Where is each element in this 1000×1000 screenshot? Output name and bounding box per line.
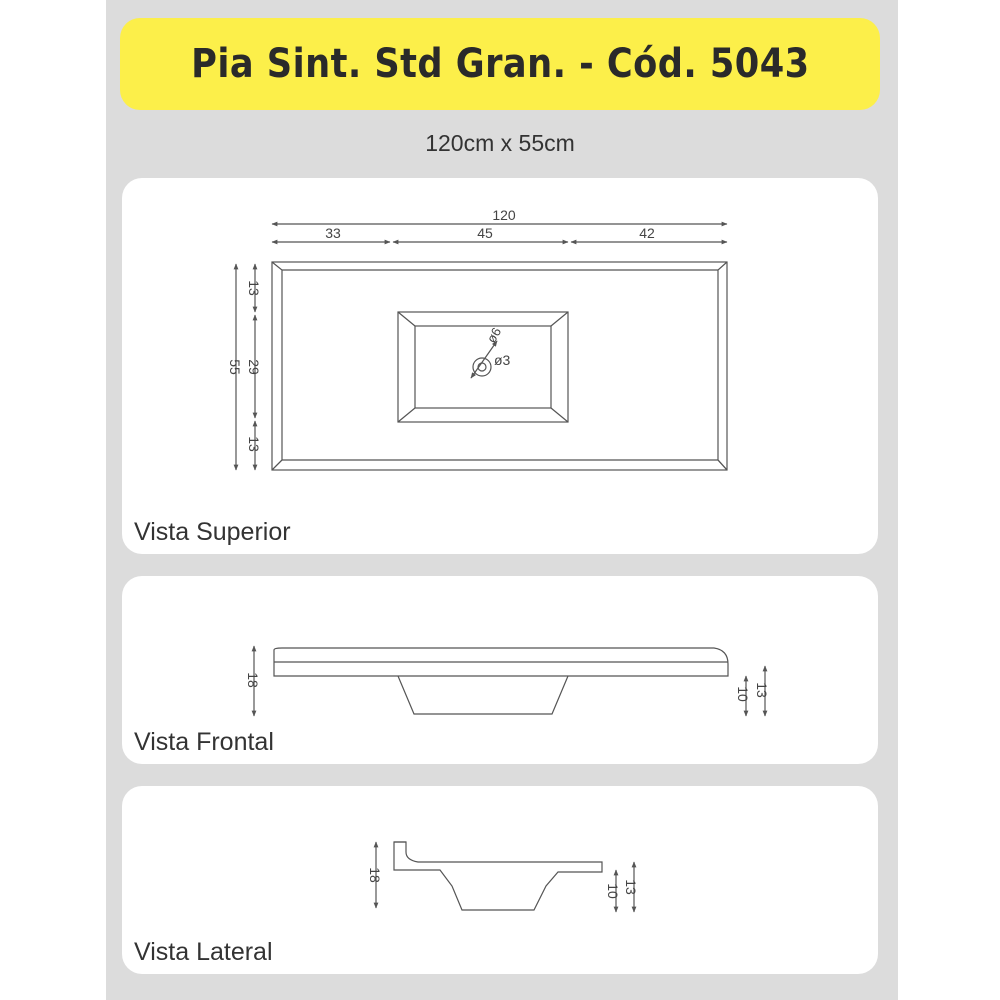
top-view-panel <box>122 178 878 554</box>
front-height-label: 18 <box>245 672 261 688</box>
front-view-label: Vista Frontal <box>134 728 274 756</box>
product-title: Pia Sint. Std Gran. - Cód. 5043 <box>190 41 810 87</box>
side-profile <box>394 842 602 910</box>
bowl-outer <box>398 312 568 422</box>
mid-segment-label: 45 <box>477 225 493 241</box>
drain-outer-circle <box>473 358 491 376</box>
drain-outer-label: ø6 <box>483 324 505 346</box>
right-edge-bevel <box>718 262 727 470</box>
front-bowl-depth-a-label: 10 <box>735 686 751 702</box>
side-bowl-depth-a-label: 10 <box>605 883 621 899</box>
side-height-label: 18 <box>367 867 383 883</box>
depth-top-label: 13 <box>246 280 262 296</box>
drain-inner-label: ø3 <box>494 352 511 368</box>
top-view-label: Vista Superior <box>134 518 291 546</box>
front-bowl-depth-b-label: 13 <box>754 682 770 698</box>
left-edge-bevel <box>272 262 282 470</box>
product-dimensions: 120cm x 55cm <box>425 130 575 156</box>
front-view-panel <box>122 576 878 764</box>
top-view-drawing <box>122 178 878 554</box>
side-bowl-depth-b-label: 13 <box>623 879 639 895</box>
title-banner <box>120 18 880 110</box>
width-label: 120 <box>492 207 516 223</box>
depth-mid-label: 29 <box>246 359 262 375</box>
left-segment-label: 33 <box>325 225 341 241</box>
depth-bottom-label: 13 <box>246 436 262 452</box>
front-bowl <box>398 676 568 714</box>
right-segment-label: 42 <box>639 225 655 241</box>
front-edge-bevel <box>272 460 727 470</box>
depth-label: 55 <box>227 359 243 375</box>
side-view-label: Vista Lateral <box>134 938 273 966</box>
side-view-panel <box>122 786 878 974</box>
